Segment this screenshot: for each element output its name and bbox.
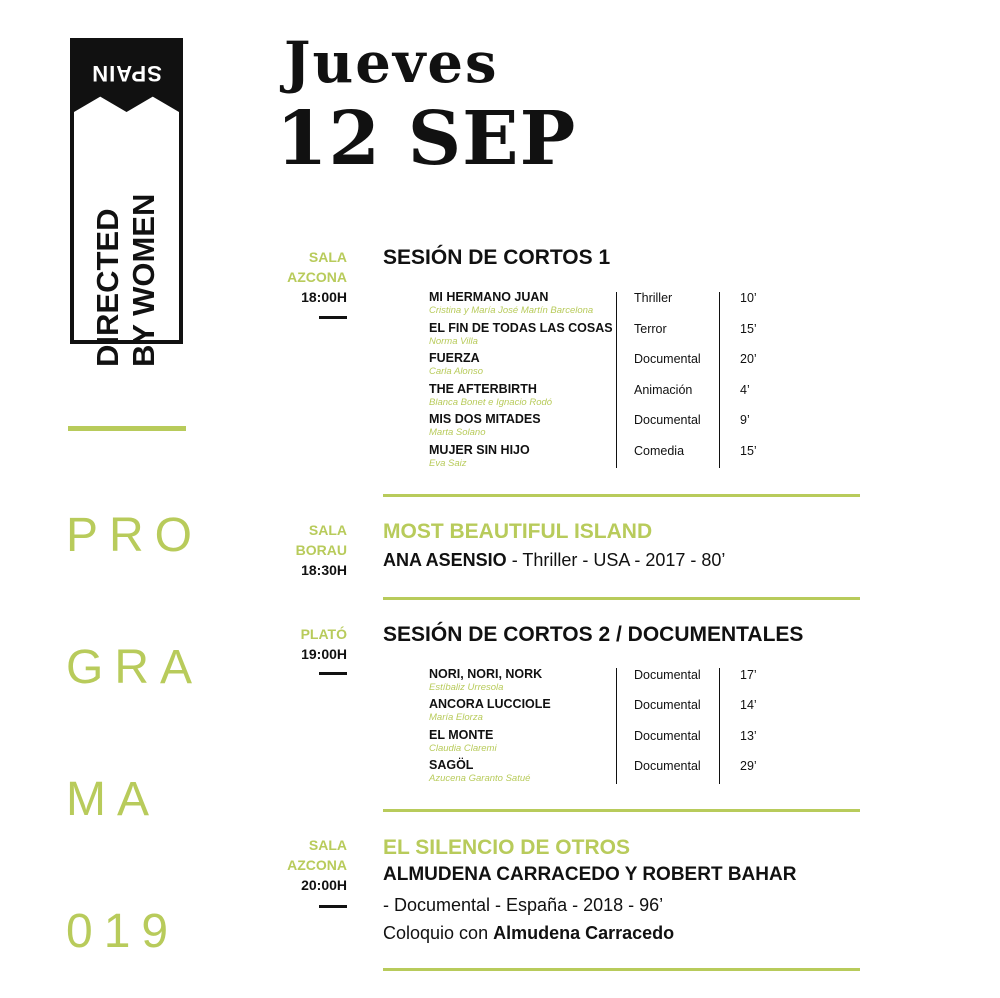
film-genre: Documental [634, 668, 701, 682]
session2-venue: SALA BORAU 18:30H [295, 522, 347, 578]
logo-line2: BY WOMEN [126, 193, 161, 367]
session4-bottom-rule [383, 968, 860, 971]
session1-venue: SALA AZCONA 18:00H [287, 249, 347, 305]
film-director: Marta Solano [429, 427, 486, 438]
directed-by-women-logo [70, 38, 183, 367]
session4-time: 20:00H [301, 877, 347, 893]
session2-bottom-rule [383, 597, 860, 600]
film-title: FUERZA [429, 351, 480, 365]
film-duration: 14’ [740, 698, 757, 712]
film-title: MIS DOS MITADES [429, 412, 541, 426]
session3-venue: PLATÓ 19:00H [300, 626, 347, 662]
film-genre: Thriller [634, 291, 673, 305]
logo-country: SPAIN [91, 61, 162, 86]
session4-dash [319, 905, 347, 908]
film-duration: 10’ [740, 291, 757, 305]
programa-line-1: PRO [66, 509, 204, 562]
film-genre: Documental [634, 729, 701, 743]
film-genre: Documental [634, 413, 701, 427]
film-genre: Animación [634, 383, 693, 397]
film-duration: 15’ [740, 444, 757, 458]
film-duration: 17’ [740, 668, 757, 682]
session4-director: ALMUDENA CARRACEDO Y ROBERT BAHAR [383, 864, 797, 885]
session4-details: - Documental - España - 2018 - 96’ [383, 895, 664, 915]
film-title: THE AFTERBIRTH [429, 382, 537, 396]
session3-divider-1 [616, 668, 617, 784]
session2-director: ANA ASENSIO [383, 550, 507, 570]
film-director: Estíbaliz Urresola [429, 682, 504, 693]
logo-line1: DIRECTED [90, 208, 125, 367]
session4-colloquy [383, 923, 674, 944]
session2-time: 18:30H [301, 562, 347, 578]
film-director: Eva Saiz [429, 458, 467, 469]
session3-time: 19:00H [301, 646, 347, 662]
film-genre: Terror [634, 322, 667, 336]
film-duration: 13’ [740, 729, 757, 743]
film-genre: Documental [634, 352, 701, 366]
session1-title: SESIÓN DE CORTOS 1 [383, 246, 611, 269]
session3-bottom-rule [383, 809, 860, 812]
session4-venue: SALA AZCONA 20:00H [287, 837, 347, 893]
programa-line-3: MA [66, 773, 160, 826]
programa-line-4: 019 [66, 905, 180, 958]
session4-title: EL SILENCIO DE OTROS [383, 836, 630, 859]
session1-bottom-rule [383, 494, 860, 497]
film-director: Blanca Bonet e Ignacio Rodó [429, 397, 553, 408]
film-title: EL FIN DE TODAS LAS COSAS [429, 321, 613, 335]
film-genre: Documental [634, 698, 701, 712]
film-duration: 29’ [740, 759, 757, 773]
programa-line-2: GRA [66, 641, 204, 694]
film-duration: 9’ [740, 413, 750, 427]
film-director: María Elorza [429, 712, 483, 723]
film-genre: Comedia [634, 444, 685, 458]
session3-title: SESIÓN DE CORTOS 2 / DOCUMENTALES [383, 623, 804, 646]
film-director: Azucena Garanto Satué [429, 773, 531, 784]
film-title: ANCORA LUCCIOLE [429, 697, 551, 711]
date-heading: 12 SEP [276, 96, 577, 182]
film-title: NORI, NORI, NORK [429, 667, 543, 681]
film-duration: 4’ [740, 383, 750, 397]
film-director: Cristina y María José Martín Barcelona [429, 305, 594, 316]
colloquy-prefix: Coloquio con [383, 923, 494, 943]
film-director: Norma Villa [429, 336, 478, 347]
session2-info [383, 550, 725, 571]
colloquy-name: Almudena Carracedo [493, 923, 675, 943]
film-title: MUJER SIN HIJO [429, 443, 530, 457]
film-title: MI HERMANO JUAN [429, 290, 549, 304]
session3-dash [319, 672, 347, 675]
logo-text [90, 187, 162, 367]
session2-details: - Thriller - USA - 2017 - 80’ [506, 550, 726, 570]
sidebar-rule [68, 426, 186, 431]
film-genre: Documental [634, 759, 701, 773]
session1-divider-2 [719, 292, 720, 468]
film-title: EL MONTE [429, 728, 494, 742]
session1-divider-1 [616, 292, 617, 468]
session1-dash [319, 316, 347, 319]
film-director: Carla Alonso [429, 366, 484, 377]
film-title: SAGÖL [429, 758, 474, 772]
film-duration: 20’ [740, 352, 757, 366]
film-duration: 15’ [740, 322, 757, 336]
film-director: Claudia Claremi [429, 743, 497, 754]
session1-time: 18:00H [301, 289, 347, 305]
session3-divider-2 [719, 668, 720, 784]
session2-title: MOST BEAUTIFUL ISLAND [383, 520, 653, 543]
day-heading: Jueves [284, 30, 499, 96]
